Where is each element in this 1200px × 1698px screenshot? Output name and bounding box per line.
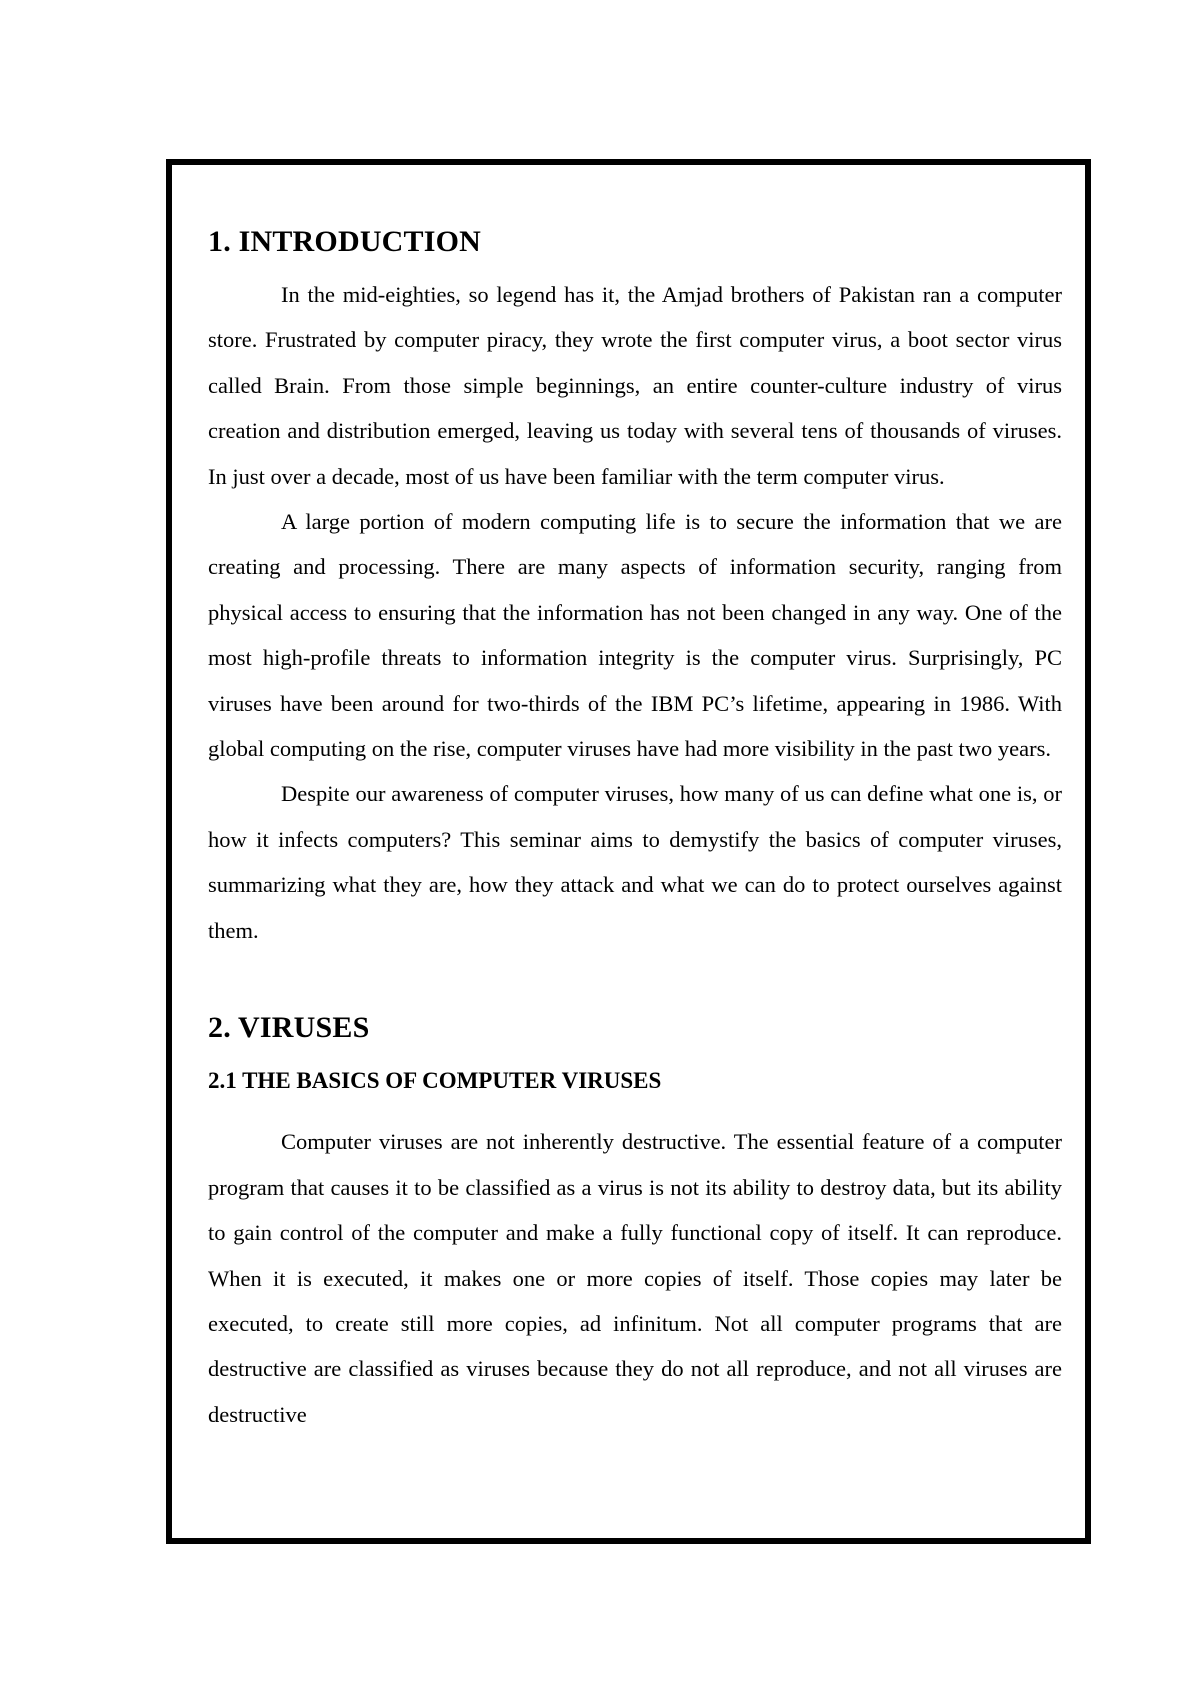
subsection-heading-basics: 2.1 THE BASICS OF COMPUTER VIRUSES xyxy=(208,1068,662,1094)
intro-paragraph-1: In the mid-eighties, so legend has it, the Amjad brothers of Pakistan ran a computer store. Frustrated by computer piracy, they wrote the first computer virus, a boot sector virus called Brain. From those simple beginnings, an entire counter-culture industry of virus creation and distribution emerged, leaving us today with several tens of thousands of viruses. In just over a decade, most of us have been familiar with the term computer virus. xyxy=(208,282,1062,489)
intro-paragraph-2: A large portion of modern computing life is to secure the information that we are creating and processing. There are many aspects of information security, ranging from physical access to ensuring that the information has not been changed in any way. One of the most high-profile threats to information integrity is the computer virus. Surprisingly, PC viruses have been around for two-thirds of the IBM PC’s lifetime, appearing in 1986. With global computing on the rise, computer viruses have had more visibility in the past two years. xyxy=(208,509,1062,762)
intro-paragraph-3: Despite our awareness of computer viruses, how many of us can define what one is, or how it infects computers? This seminar aims to demystify the basics of computer viruses, summarizing what they are, how they attack and what we can do to protect ourselves against them. xyxy=(208,781,1062,943)
document-body xyxy=(208,225,1062,1437)
section-heading-introduction: 1. INTRODUCTION xyxy=(208,225,482,258)
section-heading-viruses: 2. VIRUSES xyxy=(208,1011,370,1045)
page-border-frame xyxy=(166,159,1091,1544)
basics-paragraph-1: Computer viruses are not inherently destructive. The essential feature of a computer program that causes it to be classified as a virus is not its ability to destroy data, but its ability to gain control of the computer and make a fully functional copy of itself. It can reproduce. When it is executed, it makes one or more copies of itself. Those copies may later be executed, to create still more copies, ad infinitum. Not all computer programs that are destructive are classified as viruses because they do not all reproduce, and not all viruses are destructive xyxy=(208,1129,1062,1427)
